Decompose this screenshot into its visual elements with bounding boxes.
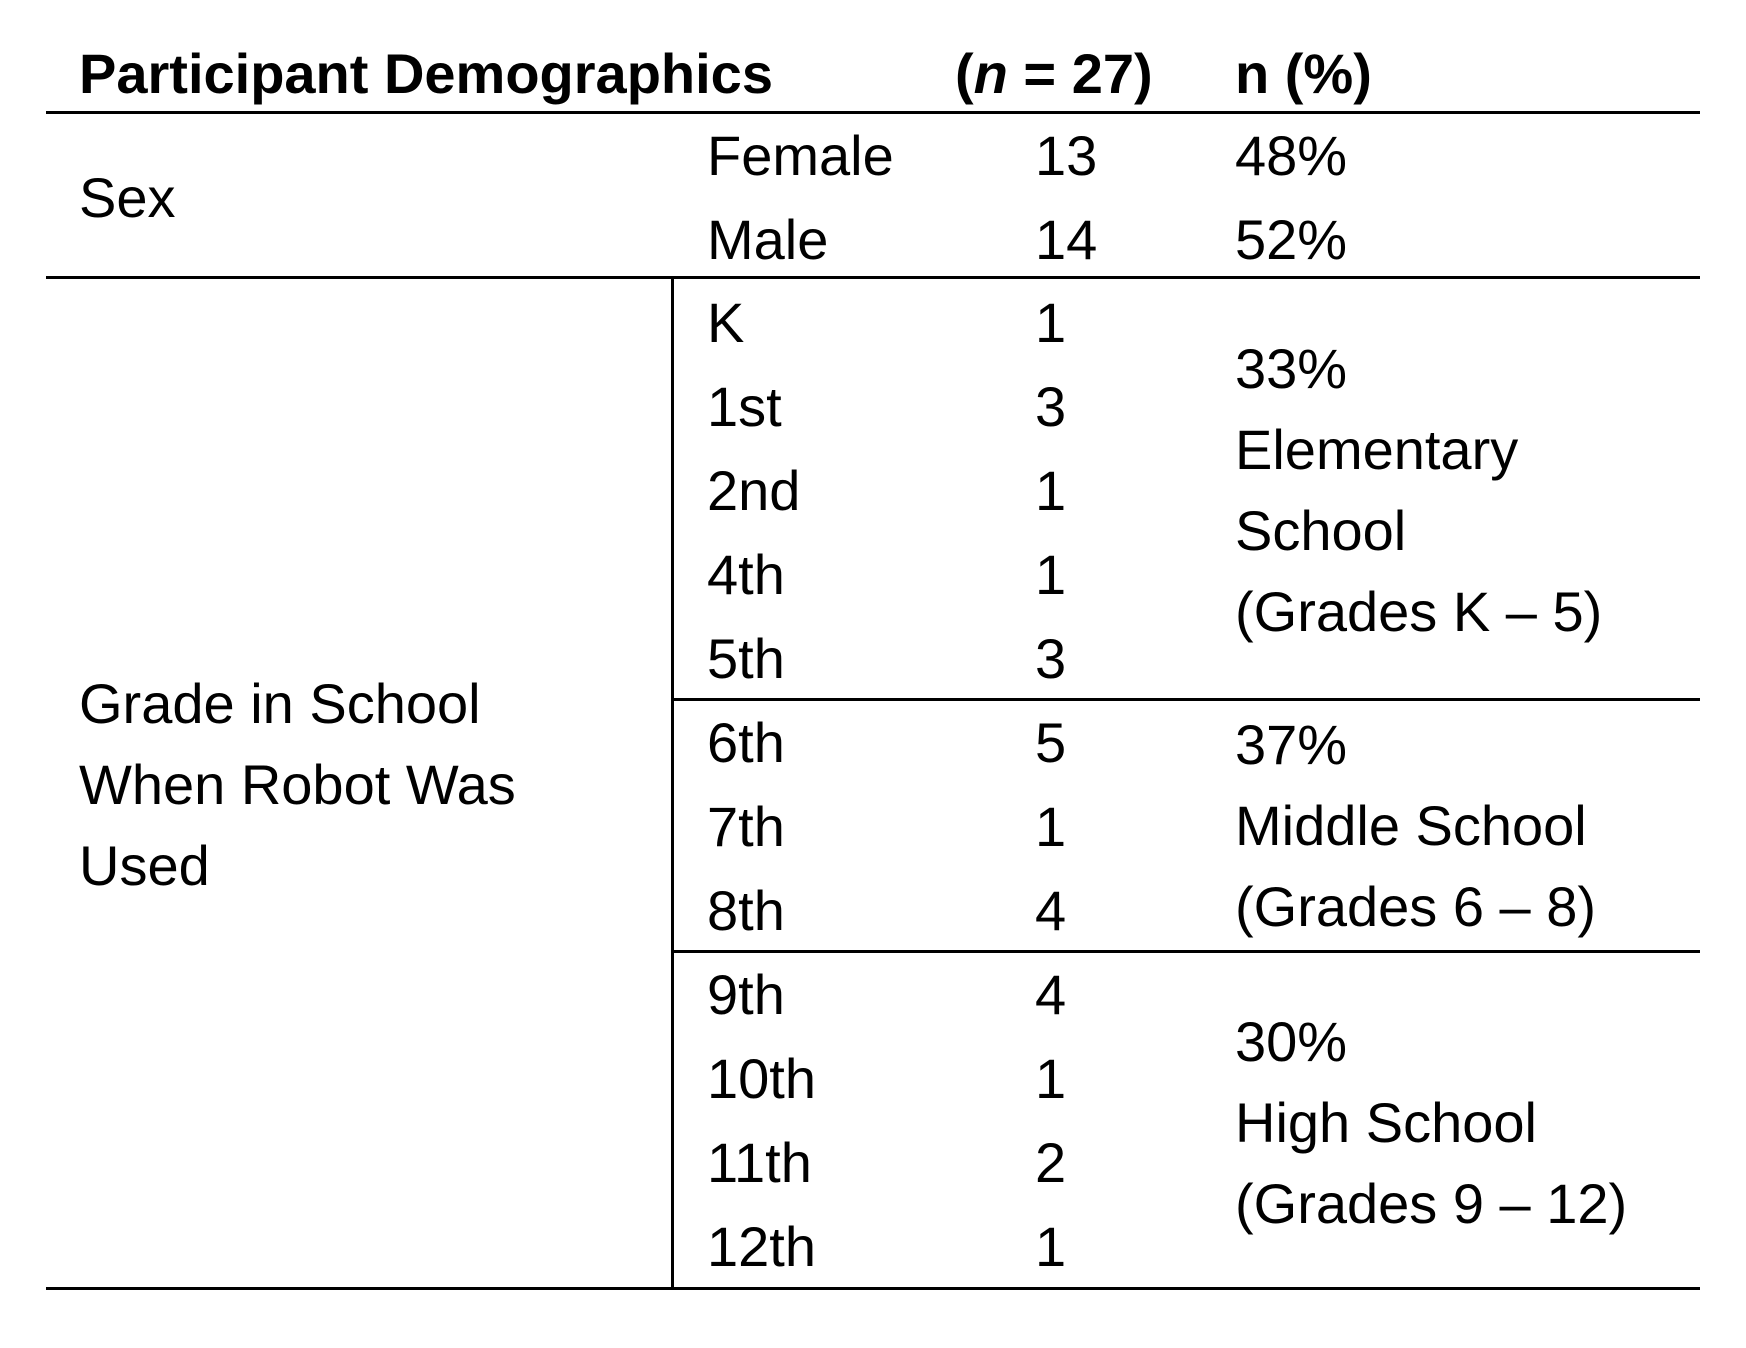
grade-cell: 9th bbox=[707, 963, 785, 1026]
group-rule bbox=[672, 950, 1700, 953]
grade-cell: 6th bbox=[707, 711, 785, 774]
grade-cell: K bbox=[707, 291, 745, 354]
group-rule bbox=[672, 698, 1700, 701]
grade-label-line: Used bbox=[79, 834, 210, 897]
grade-cell: 12th bbox=[707, 1215, 816, 1278]
grade-cell: 7th bbox=[707, 795, 785, 858]
grade-cell: 1st bbox=[707, 375, 782, 438]
count-cell: 1 bbox=[1035, 795, 1067, 858]
group-summary-line: High School bbox=[1235, 1091, 1537, 1154]
grade-cell: 5th bbox=[707, 627, 785, 690]
count-cell: 1 bbox=[1035, 1215, 1067, 1278]
grade-cell: 2nd bbox=[707, 459, 801, 522]
percent-header: n (%) bbox=[1235, 42, 1372, 105]
count-cell: 1 bbox=[1035, 459, 1067, 522]
grade-label-line: When Robot Was bbox=[79, 753, 516, 816]
count-cell: 1 bbox=[1035, 291, 1067, 354]
group-summary-line: Elementary bbox=[1235, 418, 1519, 481]
sex-percent: 48% bbox=[1235, 124, 1348, 187]
table-title: Participant Demographics bbox=[79, 42, 773, 105]
group-summary-line: (Grades K – 5) bbox=[1235, 580, 1603, 643]
grade-cell: 4th bbox=[707, 543, 785, 606]
bottom-rule bbox=[46, 1287, 1700, 1290]
grade-cell: 11th bbox=[707, 1131, 812, 1194]
grade-cell: 8th bbox=[707, 879, 785, 942]
group-summary-line: 33% bbox=[1235, 337, 1348, 400]
count-cell: 2 bbox=[1035, 1131, 1067, 1194]
sex-percent: 52% bbox=[1235, 208, 1348, 271]
group-summary-line: 30% bbox=[1235, 1010, 1348, 1073]
sample-size-header: (n = 27) bbox=[955, 42, 1153, 105]
sex-count: 13 bbox=[1035, 124, 1098, 187]
grade-label-line: Grade in School bbox=[79, 672, 481, 735]
count-cell: 3 bbox=[1035, 627, 1067, 690]
sex-category: Female bbox=[707, 124, 894, 187]
sex-count: 14 bbox=[1035, 208, 1098, 271]
group-summary-line: (Grades 6 – 8) bbox=[1235, 875, 1597, 938]
sex-label: Sex bbox=[79, 166, 176, 229]
section-rule bbox=[46, 276, 1700, 279]
sex-category: Male bbox=[707, 208, 829, 271]
count-cell: 1 bbox=[1035, 1047, 1067, 1110]
group-summary-line: (Grades 9 – 12) bbox=[1235, 1172, 1628, 1235]
column-divider bbox=[671, 277, 674, 1287]
count-cell: 5 bbox=[1035, 711, 1067, 774]
count-cell: 4 bbox=[1035, 879, 1067, 942]
group-summary-line: School bbox=[1235, 499, 1407, 562]
count-cell: 4 bbox=[1035, 963, 1067, 1026]
group-summary-line: 37% bbox=[1235, 713, 1348, 776]
grade-cell: 10th bbox=[707, 1047, 816, 1110]
count-cell: 1 bbox=[1035, 543, 1067, 606]
group-summary-line: Middle School bbox=[1235, 794, 1587, 857]
count-cell: 3 bbox=[1035, 375, 1067, 438]
